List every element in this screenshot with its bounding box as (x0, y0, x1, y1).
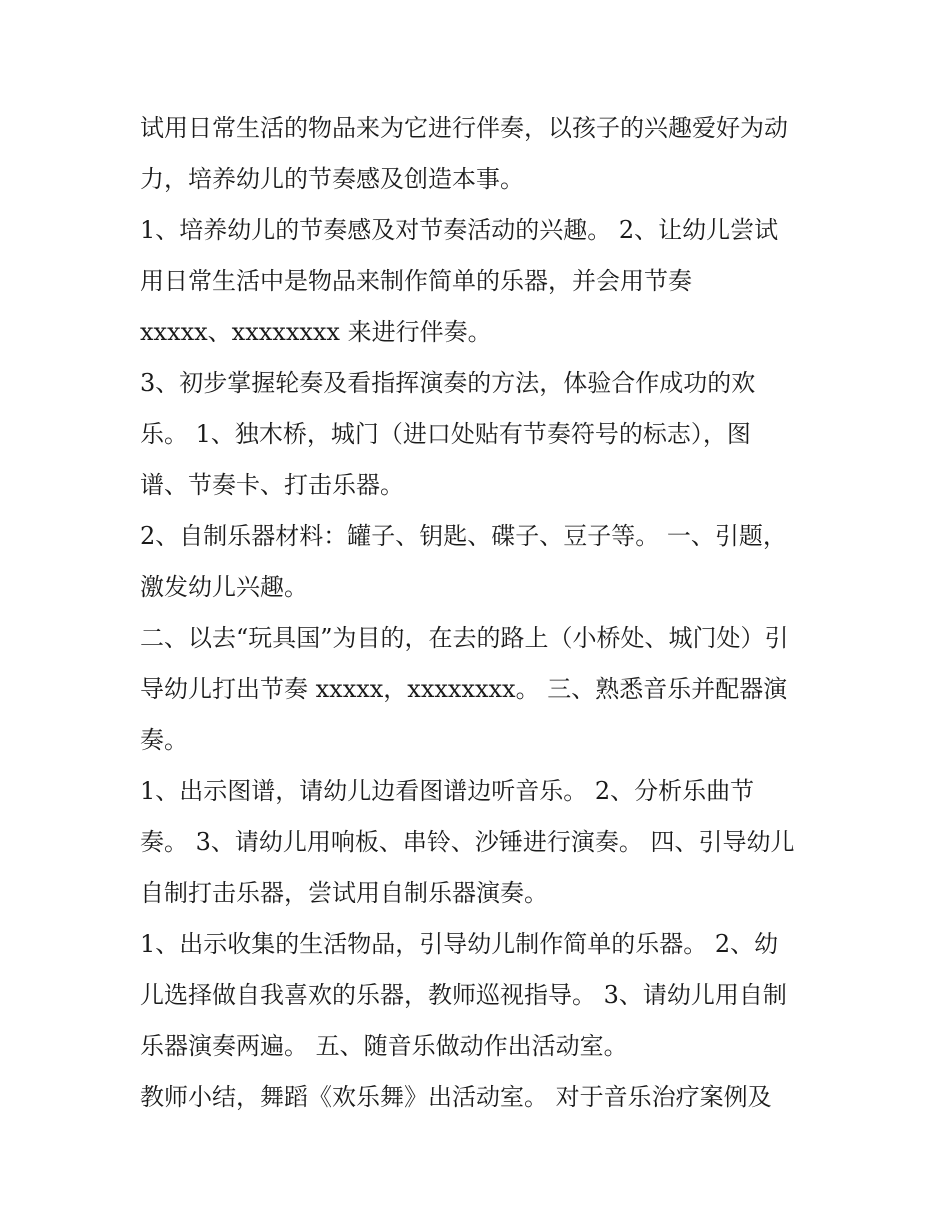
text-line: 试用日常生活的物品来为它进行伴奏，以孩子的兴趣爱好为动 (140, 114, 788, 142)
text-line: 力，培养幼儿的节奏感及创造本事。 (140, 165, 524, 193)
text-line: 用日常生活中是物品来制作简单的乐器，并会用节奏 (140, 267, 692, 295)
text-line: 奏。 (140, 726, 188, 754)
text-line: 1、出示收集的生活物品，引导幼儿制作简单的乐器。 2、幼 (140, 930, 779, 958)
text-line: 儿选择做自我喜欢的乐器，教师巡视指导。 3、请幼儿用自制 (140, 981, 787, 1009)
text-line: 乐器演奏两遍。 五、随音乐做动作出活动室。 (140, 1032, 628, 1060)
text-line: 1、出示图谱，请幼儿边看图谱边听音乐。 2、分析乐曲节 (140, 777, 755, 805)
text-line: 3、初步掌握轮奏及看指挥演奏的方法，体验合作成功的欢 (140, 369, 756, 397)
text-line: 1、培养幼儿的节奏感及对节奏活动的兴趣。 2、让幼儿尝试 (140, 216, 779, 244)
text-line: 教师小结，舞蹈《欢乐舞》出活动室。 对于音乐治疗案例及 (140, 1083, 772, 1111)
text-line: 激发幼儿兴趣。 (140, 573, 308, 601)
text-line: 二、以去“玩具国”为目的，在去的路上（小桥处、城门处）引 (140, 624, 789, 652)
text-line: 导幼儿打出节奏 xxxxx，xxxxxxxx。 三、熟悉音乐并配器演 (140, 675, 788, 703)
text-line: 谱、节奏卡、打击乐器。 (140, 471, 404, 499)
text-line: 乐。 1、独木桥，城门（进口处贴有节奏符号的标志），图 (140, 420, 751, 448)
text-line: 2、自制乐器材料：罐子、钥匙、碟子、豆子等。 一、引题， (140, 522, 787, 550)
text-line: 奏。 3、请幼儿用响板、串铃、沙锤进行演奏。 四、引导幼儿 (140, 828, 795, 856)
text-line: 自制打击乐器，尝试用自制乐器演奏。 (140, 879, 548, 907)
document-body (140, 103, 820, 1123)
text-line: xxxxx、xxxxxxxx 来进行伴奏。 (140, 318, 492, 346)
